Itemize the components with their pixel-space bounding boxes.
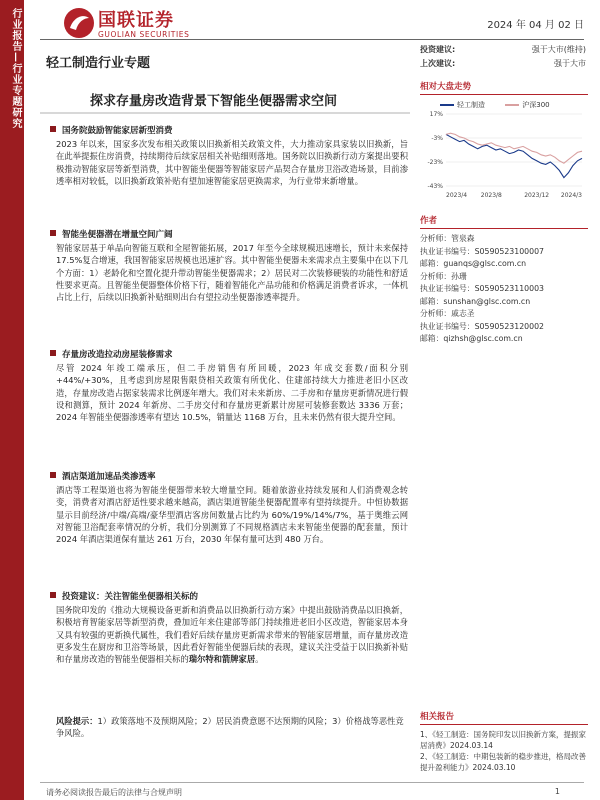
subtitle-divider [40, 112, 410, 114]
side-label: 行业报告—行业专题研究 [10, 8, 21, 129]
series-line [446, 134, 582, 177]
legend-label: 轻工制造 [457, 101, 485, 109]
author-analyst: 分析师：孙珊 [420, 271, 467, 281]
x-tick-label: 2023/4 [446, 192, 468, 199]
section-housing [56, 348, 408, 423]
relative-performance-chart [420, 106, 588, 202]
author-heading: 作者 [420, 214, 588, 229]
section-heading: 存量房改造拉动房屋装修需求 [62, 348, 408, 360]
author-block [420, 214, 588, 346]
author-analyst: 分析师：管泉森 [420, 234, 475, 243]
legend-label: 沪深300 [522, 101, 550, 109]
y-tick-label: 17% [429, 111, 443, 118]
logo-english-text: GUOLIAN SECURITIES [98, 30, 190, 39]
related-report-link[interactable]: 2、《轻工制造：中期包装新的稳步推进，格局改善提升盈利能力》2024.03.10 [420, 752, 587, 772]
y-tick-label: -43% [427, 183, 443, 190]
y-tick-label: -3% [431, 135, 443, 142]
related-block [420, 710, 588, 773]
page-title: 轻工制造行业专题 [46, 56, 151, 71]
invest-value: 强于大市(维持) [531, 45, 586, 54]
section-body: 智能家居基于单品向智能互联和全屋智能拓展，2017 年至今全球规模迅速增长，预计未来保持 17.5%复合增速，我国智能家居规模也迅速扩容。其中智能坐便器未来需求点主要集中在以下几个方面：1）老龄化和空置化提升带动智能坐便器需求；2）居民对二次装修硬装的功能性和舒适性要求更高。且智能坐便器整体价格下行，随着智能化产品功能和价格满足消费者诉求，一体机占比上行，后续以旧换新补贴细则出台有望拉动坐便器渗透率提升。 [56, 243, 408, 303]
footer-divider [40, 782, 584, 783]
invest-label: 投资建议: [420, 45, 456, 54]
y-tick-label: -23% [427, 159, 443, 166]
invest-rating [420, 44, 590, 55]
footer-disclaimer: 请务必阅读报告最后的法律与合规声明 [46, 788, 182, 797]
author-email[interactable]: 邮箱：sunshan@glsc.com.cn [420, 296, 531, 306]
section-policy [56, 124, 408, 187]
section-heading: 投资建议：关注智能坐便器相关标的 [62, 590, 408, 602]
side-bar [0, 0, 24, 800]
author-email[interactable]: 邮箱：guanqs@glsc.com.cn [420, 259, 527, 268]
section-body [56, 604, 408, 665]
section-heading: 酒店渠道加速品类渗透率 [62, 470, 408, 482]
x-tick-label: 2023/8 [480, 192, 502, 199]
related-report-link[interactable]: 1、《轻工制造：国务院印发以旧换新方案，提振家居消费》2024.03.14 [420, 730, 587, 750]
related-heading: 相关报告 [420, 710, 588, 725]
report-date: 2024 年 04 月 02 日 [487, 20, 584, 31]
section-heading: 智能坐便器潜在增量空间广阔 [62, 228, 408, 240]
section-heading: 国务院鼓励智能家居新型消费 [62, 124, 408, 136]
page-number: 1 [554, 787, 560, 796]
prev-rating [420, 58, 590, 69]
author-cert: 执业证书编号：S0590523120002 [420, 321, 545, 331]
chart-heading: 相对大盘走势 [420, 80, 588, 95]
advice-text: 国务院印发的《推动大规模设备更新和消费品以旧换新行动方案》中提出鼓励消费品以旧换新，积极培育智能家居等新型消费，叠加近年来住建部等部门持续推进老旧小区改造，智能家居本身又具有较强的更新换代属性，我们看好后续存量房更新需求带来的智能家居增量，而存量房改造更多发生在厨房和卫浴等场景，因此看好智能坐便器后续的表现，建议关注受益于以旧换新补贴和存量房改造的智能坐便器相关标的 [56, 605, 408, 665]
advice-end: 。 [255, 654, 264, 665]
chart-heading-block [420, 80, 588, 95]
section-body: 酒店等工程渠道也将为智能坐便器带来较大增量空间。随着旅游业持续发展和人们消费观念转变，消费者对酒店舒适性要求越来越高，酒店渠道智能坐便器配置率有望持续提升。中恒协数据显示目前经济/中端/高端/豪华型酒店客房间数量占比约为 60%/19%/14%/7%，基于奥维云网对智能卫浴配套率情况的分析，我们分别测算了不同规格酒店未来智能坐便器的配套量，预计 2024 年酒店渠道保有量达 261 万台，2030 年保有量可达到 480 万台。 [56, 485, 408, 545]
prev-value: 强于大市 [554, 59, 586, 68]
header-divider [40, 39, 584, 40]
prev-label: 上次建议: [420, 59, 456, 68]
company-logo [62, 4, 222, 42]
author-analyst: 分析师：戚志圣 [420, 309, 475, 318]
report-subtitle: 探求存量房改造背景下智能坐便器需求空间 [90, 94, 338, 109]
section-body: 尽管 2024 年竣工端承压，但二手房销售有所回暖，2023 年成交套数/面积分别+44%/+30%，且考虑到房屋限售限贷相关政策有所优化、住建部持续大力推进老旧小区改造，存量房改造占据家装需求比例逐年增大。我们对未来新房、二手房和存量房更新情况进行假设和测算，预计 2024 年新房、二手房交付和存量房更新累计房屋可装修套数达 3336 万套；2024 年智能坐便器渗透率有望达 10.5%，销量达 1168 万台，且未来仍然有很大提升空间。 [56, 363, 408, 423]
author-cert: 执业证书编号：S0590523110003 [420, 284, 545, 293]
author-cert: 执业证书编号：S0590523100007 [420, 246, 545, 256]
x-tick-label: 2023/12 [524, 192, 550, 199]
section-space [56, 228, 408, 303]
section-advice [56, 590, 408, 665]
risk-note [56, 715, 408, 740]
risk-text: 1）政策落地不及预期风险；2）居民消费意愿不达预期的风险；3）价格战等恶性竞争风险。 [56, 716, 404, 739]
series-line [446, 133, 582, 163]
logo-mark-icon [62, 6, 96, 40]
logo-text: 国联证券 [98, 10, 174, 31]
section-body: 2023 年以来，国家多次发布相关政策以旧换新相关政策文件，大力推动家具家装以旧换新，旨在此举提振住房消费，持续期待后续家居相关补贴细则落地。国务院以旧换新行动方案提出要积极推动智能家居等新型消费，其中智能坐便器等智能家居产品契合存量房卫浴改造场景，目前渗透率相对较低，以旧换新政策补贴有望加速智能家居更换需求，为行业带来新增量。 [56, 139, 408, 186]
x-tick-label: 2024/3 [560, 192, 582, 199]
risk-label: 风险提示： [56, 716, 98, 726]
section-hotel [56, 470, 408, 545]
author-email[interactable]: 邮箱：qizhsh@glsc.com.cn [420, 334, 523, 343]
advice-targets: 瑞尔特和箭牌家居 [188, 654, 256, 665]
